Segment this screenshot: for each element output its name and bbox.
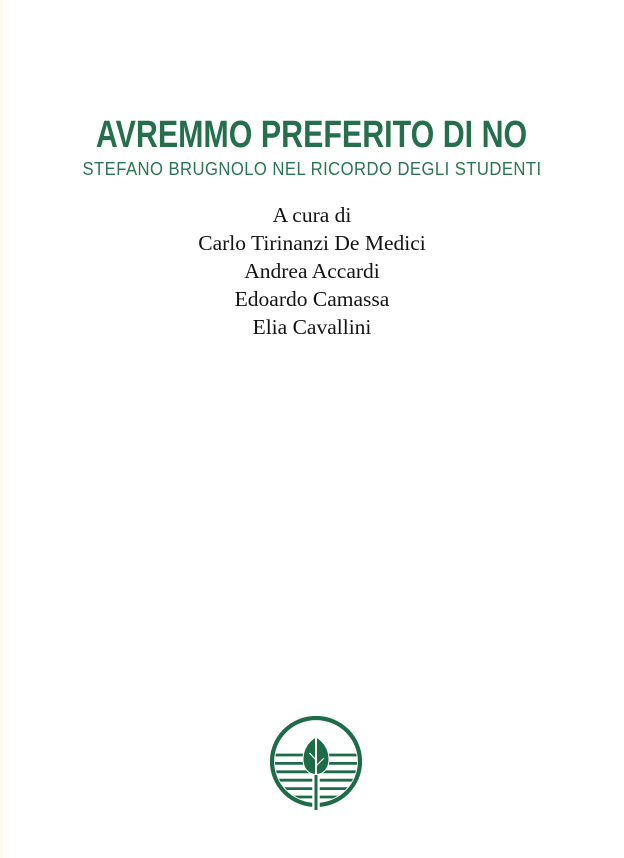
title-row (0, 116, 624, 162)
subtitle-row (0, 158, 624, 182)
editor-name: Andrea Accardi (244, 259, 380, 283)
editors-block (0, 201, 624, 341)
edited-by-label: A cura di (272, 203, 352, 227)
editor-name: Edoardo Camassa (234, 287, 390, 311)
editor-name: Elia Cavallini (252, 315, 372, 339)
editor-name: Carlo Tirinanzi De Medici (198, 231, 426, 255)
book-title: AVREMMO PREFERITO DI NO (96, 114, 528, 156)
book-subtitle: STEFANO BRUGNOLO NEL RICORDO DEGLI STUDENTI (82, 158, 542, 179)
leaf-field-logo-icon (270, 716, 362, 812)
publisher-logo (270, 716, 362, 812)
